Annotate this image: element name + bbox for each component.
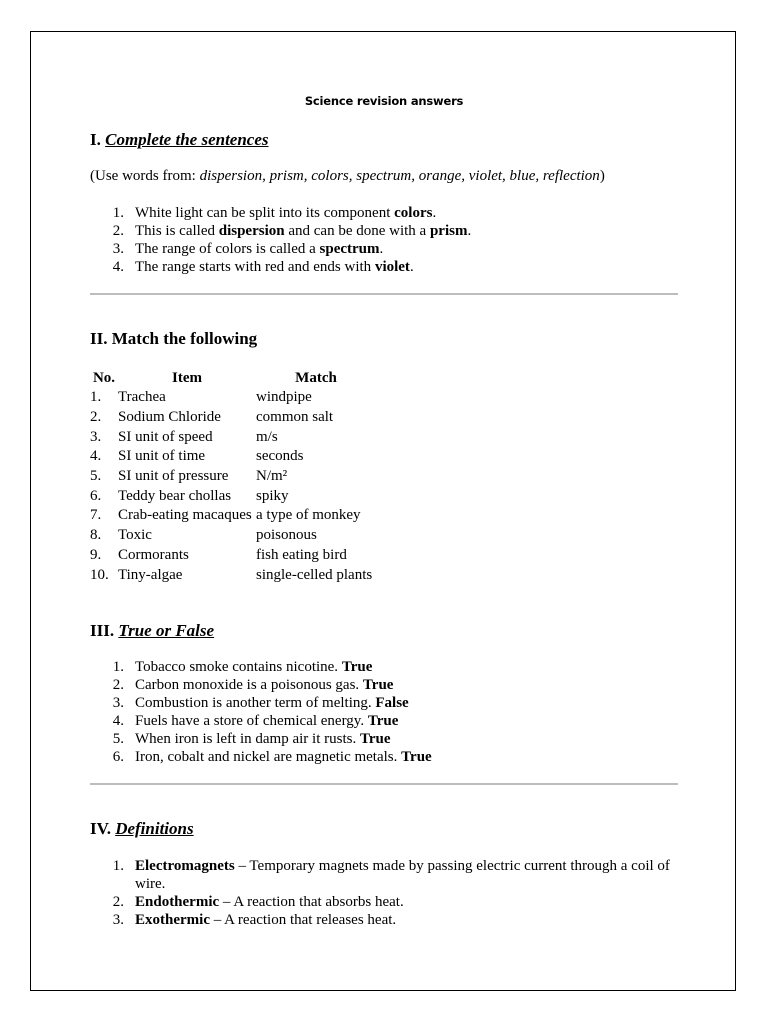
cell-item: Cormorants (118, 546, 189, 563)
item-answer: colors (394, 205, 433, 221)
table-row (90, 467, 376, 487)
item-number: 1. (112, 205, 124, 221)
cell-match: poisonous (256, 527, 317, 544)
cell-item: SI unit of time (118, 448, 206, 465)
table-row (90, 447, 376, 467)
item-text: . (432, 205, 437, 221)
word-bank-note (90, 168, 605, 185)
item-text: . (409, 259, 414, 275)
item-text: . (379, 241, 384, 257)
cell-match: windpipe (256, 389, 312, 406)
list-item (90, 658, 695, 676)
word-bank-prefix: (Use words from: (90, 168, 200, 184)
section-1-title: Complete the sentences (105, 130, 269, 149)
item-answer: False (375, 695, 409, 711)
item-text: The range of colors is called a (135, 241, 320, 257)
item-number: 3. (112, 695, 124, 711)
item-answer: prism (429, 223, 468, 239)
item-answer: spectrum (319, 241, 380, 257)
list-item (90, 694, 695, 712)
item-number: 3. (112, 241, 124, 257)
definition-text: – A reaction that absorbs heat. (219, 894, 404, 910)
table-row (90, 408, 376, 428)
list-item (90, 204, 695, 222)
table-row (90, 565, 376, 585)
item-text: The range starts with red and ends with (135, 259, 375, 275)
cell-item: Crab-eating macaques (118, 507, 252, 524)
cell-no: 4. (90, 448, 102, 465)
sentences-list (90, 204, 695, 276)
item-answer: True (359, 731, 391, 747)
table-row (90, 506, 376, 526)
section-3-title: True or False (118, 621, 215, 640)
cell-no: 9. (90, 546, 102, 563)
column-header-match: Match (295, 369, 337, 386)
item-text: Iron, cobalt and nickel are magnetic metals. (135, 749, 402, 765)
section-3-heading (90, 621, 214, 641)
cell-match: N/m² (256, 468, 288, 485)
item-text: and can be done with a (284, 223, 430, 239)
item-number: 2. (112, 223, 124, 239)
item-number: 6. (112, 749, 124, 765)
cell-no: 10. (90, 566, 109, 583)
section-divider (90, 783, 678, 785)
cell-item: Teddy bear chollas (118, 487, 232, 504)
cell-no: 5. (90, 468, 102, 485)
match-table (90, 368, 376, 585)
cell-no: 2. (90, 409, 102, 426)
table-row (90, 388, 376, 408)
section-divider (90, 293, 678, 295)
section-1-numeral: I. (90, 130, 101, 149)
list-item (90, 857, 690, 893)
item-number: 3. (112, 912, 124, 928)
cell-no: 1. (90, 389, 102, 406)
document-title: Science revision answers (304, 94, 464, 108)
definition-term: Exothermic (135, 912, 210, 928)
item-answer: True (362, 677, 394, 693)
cell-item: SI unit of speed (118, 428, 213, 445)
cell-item: Tiny-algae (118, 566, 183, 583)
item-number: 1. (112, 659, 124, 675)
list-item (90, 240, 695, 258)
table-row (90, 526, 376, 546)
list-item (90, 911, 695, 929)
item-answer: True (367, 713, 399, 729)
cell-no: 7. (90, 507, 102, 524)
item-text: White light can be split into its component (135, 205, 395, 221)
section-4-title: Definitions (115, 819, 194, 838)
item-answer: dispersion (218, 223, 285, 239)
list-item (90, 712, 695, 730)
section-4-numeral: IV. (90, 819, 111, 838)
cell-no: 6. (90, 487, 102, 504)
true-false-list (90, 658, 695, 766)
word-bank-words: dispersion, prism, colors, spectrum, orange, violet, blue, reflection (199, 168, 600, 184)
list-item (90, 748, 695, 766)
section-2-heading: II. Match the following (90, 329, 258, 348)
item-number: 4. (112, 259, 124, 275)
item-number: 4. (112, 713, 124, 729)
cell-match: m/s (256, 428, 278, 445)
cell-match: seconds (256, 448, 304, 465)
item-text: Carbon monoxide is a poisonous gas. (135, 677, 363, 693)
list-item (90, 730, 695, 748)
cell-item: Trachea (118, 389, 166, 406)
definition-term: Electromagnets (135, 858, 235, 874)
cell-match: fish eating bird (256, 546, 347, 563)
item-answer: violet (374, 259, 410, 275)
definitions-list (90, 857, 695, 929)
cell-item: Sodium Chloride (118, 409, 221, 426)
item-number: 2. (112, 894, 124, 910)
cell-match: common salt (256, 409, 334, 426)
list-item (90, 893, 695, 911)
section-1-heading (90, 130, 269, 150)
item-number: 5. (112, 731, 124, 747)
item-text: . (467, 223, 472, 239)
item-text: Fuels have a store of chemical energy. (135, 713, 368, 729)
table-row (90, 427, 376, 447)
cell-item: Toxic (118, 527, 152, 544)
list-item (90, 258, 695, 276)
item-text: Combustion is another term of melting. (135, 695, 376, 711)
cell-match: single-celled plants (256, 566, 373, 583)
definition-text: – A reaction that releases heat. (209, 912, 397, 928)
section-4-heading (90, 819, 194, 839)
item-text: This is called (135, 223, 219, 239)
item-number: 1. (112, 858, 124, 874)
word-bank-suffix: ) (599, 168, 605, 184)
item-number: 2. (112, 677, 124, 693)
cell-item: SI unit of pressure (118, 468, 229, 485)
section-3-numeral: III. (90, 621, 115, 640)
cell-match: spiky (256, 487, 289, 504)
item-answer: True (401, 749, 432, 765)
column-header-no: No. (92, 369, 116, 386)
definition-text: – Temporary magnets made by passing electric current through a coil of wire. (135, 858, 670, 892)
cell-match: a type of monkey (256, 507, 361, 524)
item-text: Tobacco smoke contains nicotine. (135, 659, 342, 675)
definition-term: Endothermic (135, 894, 220, 910)
item-text: When iron is left in damp air it rusts. (135, 731, 360, 747)
table-row (90, 486, 376, 506)
table-row (90, 546, 376, 566)
cell-no: 8. (90, 527, 102, 544)
item-answer: True (341, 659, 373, 675)
list-item (90, 222, 695, 240)
list-item (90, 676, 695, 694)
cell-no: 3. (90, 428, 102, 445)
table-header-row (90, 368, 376, 388)
column-header-item: Item (172, 369, 202, 386)
